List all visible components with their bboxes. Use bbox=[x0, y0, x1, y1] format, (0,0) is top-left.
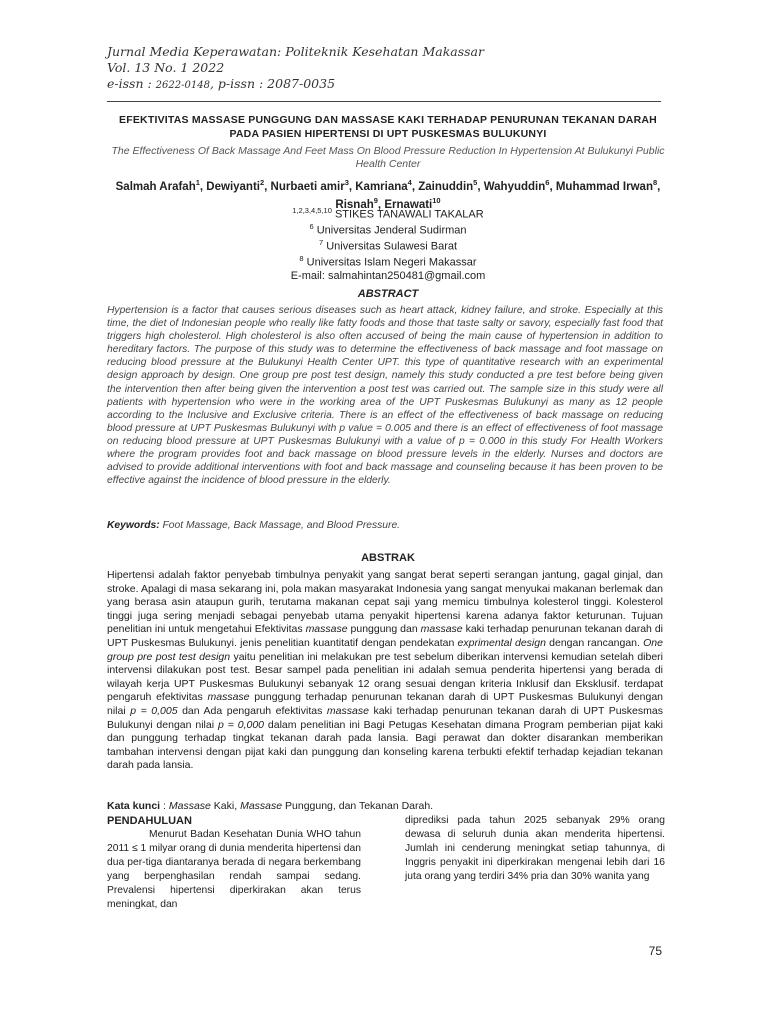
affiliation: $^6$ Universitas Jenderal Sudirman bbox=[309, 222, 467, 237]
abstract-heading: ABSTRACT bbox=[357, 288, 419, 300]
email: E-mail: salmahintan250481@gmail.com bbox=[290, 269, 486, 282]
author-name: Muhammad Irwan$^8$ bbox=[555, 178, 658, 193]
section-heading: PENDAHULUAN bbox=[107, 815, 192, 827]
abstrak-text: Hipertensi adalah faktor penyebab timbulnya penyakit yang sangat berat seperti serangan jantung, gagal ginjal, dan stroke. Apalagi di masa sekarang ini, pola makan masyarakat Indonesia yang sangat menyukai makanan berlemak dan yang berasa asin ataupun gurih, terutama makanan cepat saji yang memicu timbulnya kolesterol tinggi. Kolesterol tinggi juga sering menjadi sebagai penyebab utama penyakit hipertensi karena adanya faktor keturunan. Tujuan penelitian ini untuk mengetahui Efektivitas massase punggung dan massase kaki terhadap penurunan tekanan darah di UPT Puskesmas Bulukunyi. jenis penelitian kuantitatif dengan pendekatan exprimental design dengan rancangan. One group pre post test design yaitu penelitian ini melakukan pre test sebelum diberikan intervensi kemudian setelah diberi intervensi dilakukan post test. Besar sampel pada penelitian ini adalah semua penderita hipertensi yang berada di wilayah kerja UPT Puskesmas Bulukunyi sebanyak 12 orang sesuai dengan kriteria Inklusif dan Eksklusif. terdapat pengaruh efektivitas massase punggung terhadap penurunan tekanan darah di UPT Puskesmas Bulukunyi dengan nilai p = 0,005 dan Ada pengaruh efektivitas massase kaki terhadap penurunan tekanan darah di UPT Puskesmas Bulukunyi dengan nilai p = 0,000 dalam penelitian ini Bagi Petugas Kesehatan dimana Program pemberian pijat kaki dan punggung terhadap tingkat tekanan darah pada lansia. Bagi perawat dan dokter disarankan memberikan tambahan intervensi dengan pijat kaki dan punggung dan konseling karena terbukti efektif terhadap kejadian tekanan darah pada lansia. bbox=[107, 569, 663, 772]
affiliation: $^{1,2,3,4,5,10}$ STIKES TANAWALI TAKALAR bbox=[292, 206, 484, 221]
author-name: Salmah Arafah$^1$ bbox=[115, 178, 200, 193]
keywords-label: Keywords: bbox=[107, 520, 160, 531]
abstract-text: Hypertension is a factor that causes serious diseases such as heart attack, kidney failure, and stroke. Especially at this time, the diet of Indonesian people who really like fatty foods and those that taste salty or savory, especially fast food that triggers high cholesterol. High cholesterol is also often accused of being the main cause of hypertension in addition to hereditary factors. The purpose of this study was to determine the effectiveness of back massage and foot massage on reducing blood pressure at the Bulukunyi Health Center UPT. this type of quantitative research with an experimental design approach by design. One group pre post test design, namely this study conducted a pre test before being given the intervention then after being given the intervention a post test was carried out. The sample size in this study were all patients with hypertension who were in the working area of the UPT Puskesmas Bulukunyi as many as 12 people according to the Inclusive and Exclusive criteria. There is an effect of the effectiveness of back massage on reducing blood pressure at UPT Puskesmas Bulukunyi with p value = 0.005 and there is an effect of effectiveness of foot massage on reducing blood pressure at UPT Puskesmas Bulukunyi with a value of p = 0.000 in this study For Health Workers where the program provides foot and back massage on blood pressure levels in the elderly. Nurses and doctors are advised to provide additional interventions with foot and back massage and counseling because it has been proven to be effective against the incidence of blood pressure in the elderly. bbox=[107, 305, 663, 487]
paper-title-english: The Effectiveness Of Back Massage And Feet Mass On Blood Pressure Reduction In Hypertension At Bulukunyi Public Health Center bbox=[111, 145, 665, 170]
journal-issn: e-issn : 2622-0148, p-issn : 2087-0035 bbox=[107, 76, 336, 91]
keywords-value: Foot Massage, Back Massage, and Blood Pressure. bbox=[159, 520, 401, 531]
abstrak-heading: ABSTRAK bbox=[361, 552, 415, 564]
author-name: Nurbaeti amir$^3$ bbox=[270, 178, 349, 193]
kata-kunci: Kata kunci : Massase Kaki, Massase Punggung, dan Tekanan Darah. bbox=[107, 800, 434, 812]
header-rule bbox=[107, 101, 661, 102]
journal-volume: Vol. 13 No. 1 2022 bbox=[107, 60, 225, 75]
keywords bbox=[107, 520, 663, 531]
page-number: 75 bbox=[648, 944, 662, 958]
body-paragraph: Menurut Badan Kesehatan Dunia WHO tahun 2011 ≤ 1 milyar orang di dunia menderita hipertensi dan dua per-tiga diantaranya berada di negara berkembang yang berpenghasilan rendah sampai sedang. Prevalensi hipertensi diperkirakan akan terus meningkat, dan bbox=[107, 829, 361, 910]
affiliation: $^8$ Universitas Islam Negeri Makassar bbox=[299, 254, 477, 270]
journal-name: Jurnal Media Keperawatan: Politeknik Kesehatan Makassar bbox=[107, 44, 484, 59]
author-name: Ernawati$^{10}$ bbox=[384, 195, 441, 211]
body-paragraph: diprediksi pada tahun 2025 sebanyak 29% orang dewasa di seluruh dunia akan menderita hipertensi. Jumlah ini cenderung meningkat setiap tahunnya, di Inggris penyakit ini diperkirakan mengenai lebih dari 16 juta orang yang terdiri 34% pria dan 30% wanita yang bbox=[405, 815, 665, 882]
body-column-left bbox=[107, 814, 361, 912]
paper-title: EFEKTIVITAS MASSASE PUNGGUNG DAN MASSASE KAKI TERHADAP PENURUNAN TEKANAN DARAH PADA PASIEN HIPERTENSI DI UPT PUSKESMAS BULUKUNYI bbox=[119, 114, 657, 140]
author-name: Kamriana$^4$ bbox=[355, 178, 412, 193]
author-name: Wahyuddin$^6$ bbox=[483, 178, 550, 193]
author-list: Salmah Arafah$^1$, Dewiyanti$^2$, Nurbaeti amir$^3$, Kamriana$^4$, Zainuddin$^5$, Wahyuddin$^6$, Muhammad Irwan$^8$, Risnah$^9$, Ernawati$^{10}$ bbox=[115, 178, 661, 211]
affiliations bbox=[107, 205, 669, 282]
author-name: Dewiyanti$^2$ bbox=[206, 178, 265, 193]
affiliation: $^7$ Universitas Sulawesi Barat bbox=[318, 238, 458, 253]
author-name: Zainuddin$^5$ bbox=[418, 178, 478, 193]
author-name: Risnah$^9$ bbox=[335, 195, 378, 211]
body-column-right bbox=[405, 814, 665, 884]
journal-header bbox=[107, 44, 484, 94]
